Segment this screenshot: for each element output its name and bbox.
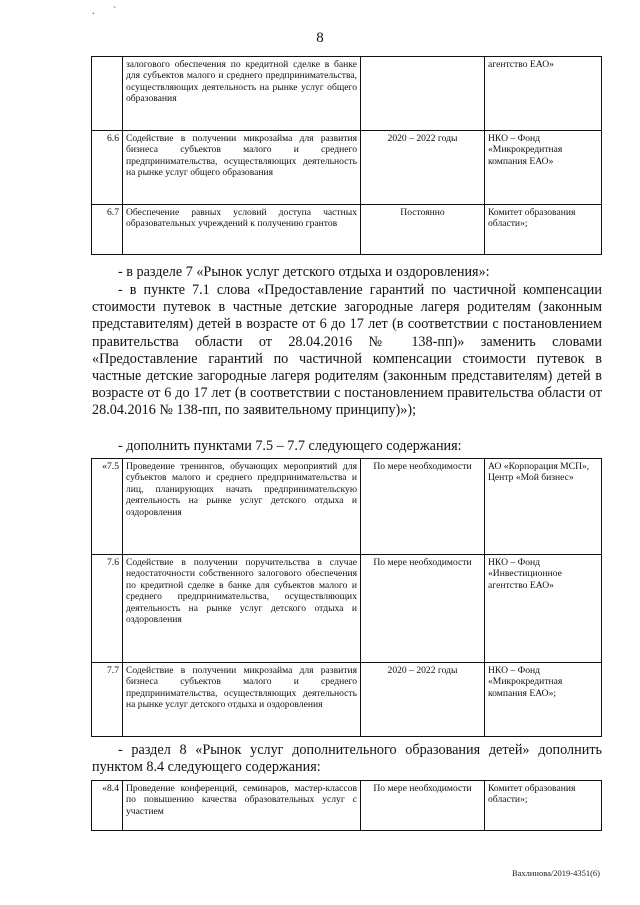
row-term: 2020 – 2022 годы [361, 131, 485, 205]
paragraph-item-7-1: - в пункте 7.1 слова «Предоставление гарантий по частичной компенсации стоимости путевок в частные детские загородные лагеря родителям (законным представителям) детей в возрасте от 6 до 17 лет (в соответствии с постановлением правительства области от 28.04.2016 № 138-пп)» заменить словами «Предоставление гарантий по частичной компенсации стоимости путевок в частные детские загородные лагеря родителям (законным представителям) детей в возрасте от 6 до 17 лет (в соответствии с постановлением правительства области от 28.04.2016 № 138-пп, по заявительному принципу)»); [92, 282, 602, 419]
row-number: «7.5 [92, 459, 123, 555]
table-row [92, 57, 602, 131]
row-executor: НКО – Фонд «Инвестиционное агентство ЕАО» [485, 555, 602, 663]
row-number: 6.6 [92, 131, 123, 205]
row-measure: Содействие в получении микрозайма для развития бизнеса субъектов малого и среднего предпринимательства, осуществляющих деятельность на рынке услуг детского отдыха и оздоровления [123, 663, 361, 737]
document-footer-code: Вахлинова/2019-4351(6) [511, 868, 600, 878]
row-executor: АО «Корпорация МСП», Центр «Мой бизнес» [485, 459, 602, 555]
page-number: 8 [316, 30, 324, 46]
row-term: Постоянно [361, 205, 485, 255]
row-number: 7.6 [92, 555, 123, 663]
row-executor: агентство ЕАО» [485, 57, 602, 131]
row-number: «8.4 [92, 781, 123, 831]
row-term: По мере необходимости [361, 555, 485, 663]
row-number [92, 57, 123, 131]
table-section-6 [91, 56, 602, 255]
paragraph-add-items: - дополнить пунктами 7.5 – 7.7 следующего содержания: [118, 438, 462, 454]
corner-marks: . ` [92, 6, 125, 17]
row-term: По мере необходимости [361, 459, 485, 555]
row-measure: Содействие в получении микрозайма для развития бизнеса субъектов малого и среднего предпринимательства, осуществляющих деятельность на рынке услуг общего образования [123, 131, 361, 205]
table-section-7 [91, 458, 602, 737]
row-executor: Комитет образования области»; [485, 781, 602, 831]
row-executor: НКО – Фонд «Микрокредитная компания ЕАО» [485, 131, 602, 205]
table-row [92, 131, 602, 205]
table-row [92, 459, 602, 555]
row-executor: Комитет образования области»; [485, 205, 602, 255]
paragraph-section-8: - раздел 8 «Рынок услуг дополнительного образования детей» дополнить пунктом 8.4 следующего содержания: [92, 742, 602, 776]
row-term [361, 57, 485, 131]
row-measure: Проведение конференций, семинаров, мастер-классов по повышению качества образовательных услуг с участием [123, 781, 361, 831]
row-measure: Содействие в получении поручительства в случае недостаточности собственного залогового обеспечения по кредитной сделке в банке для субъектов малого и среднего предпринимательства, осуществляющих деятельность на рынке услуг детского отдыха и оздоровления [123, 555, 361, 663]
table-row [92, 663, 602, 737]
row-measure: залогового обеспечения по кредитной сделке в банке для субъектов малого и среднего предпринимательства, осуществляющих деятельность на рынке услуг общего образования [123, 57, 361, 131]
row-number: 6.7 [92, 205, 123, 255]
table-row [92, 781, 602, 831]
paragraph-section-7: - в разделе 7 «Рынок услуг детского отдыха и оздоровления»: [118, 264, 490, 280]
row-term: 2020 – 2022 годы [361, 663, 485, 737]
table-section-8 [91, 780, 602, 831]
row-measure: Обеспечение равных условий доступа частных образовательных учреждений к получению грантов [123, 205, 361, 255]
row-executor: НКО – Фонд «Микрокредитная компания ЕАО»; [485, 663, 602, 737]
row-measure: Проведение тренингов, обучающих мероприятий для субъектов малого и среднего предпринимательства и лиц, планирующих начать предпринимательскую деятельность на рынке услуг детского отдыха и оздоровления [123, 459, 361, 555]
table-row [92, 555, 602, 663]
table-row [92, 205, 602, 255]
row-number: 7.7 [92, 663, 123, 737]
row-term: По мере необходимости [361, 781, 485, 831]
